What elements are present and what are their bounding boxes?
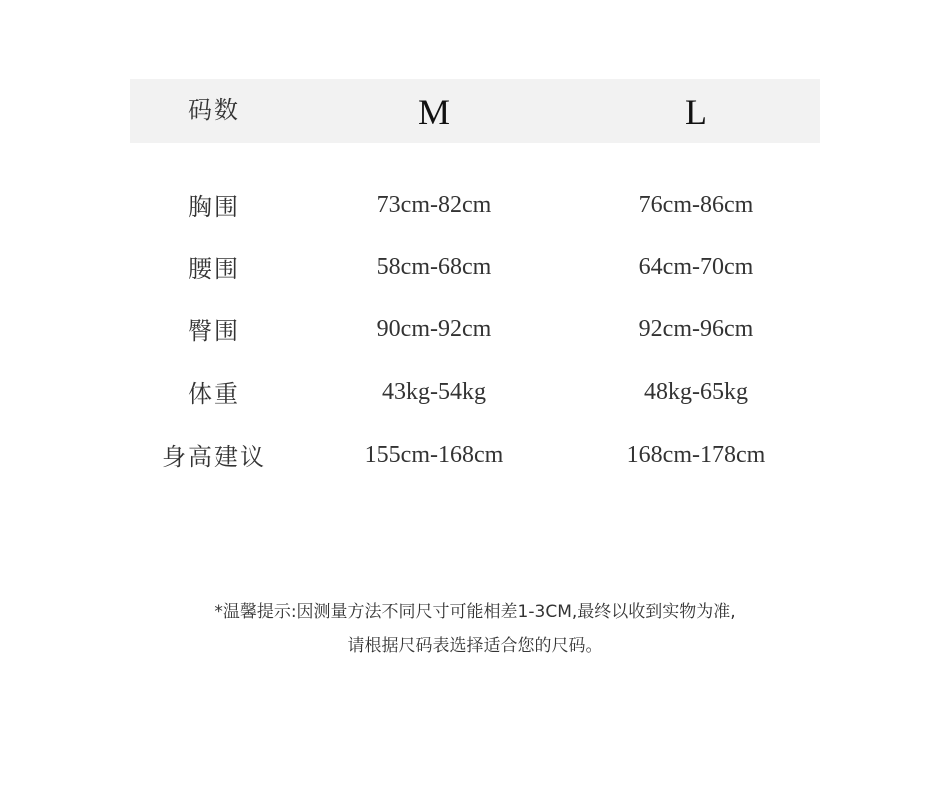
waist-l-value: 64cm-70cm [638,254,754,280]
row-label-hip: 臀围 [188,317,240,345]
size-column-header: 码数 [188,96,240,124]
row-label-height: 身高建议 [162,443,266,471]
row-label-waist: 腰围 [188,255,240,283]
size-m-header: M [417,92,451,132]
bust-l-value: 76cm-86cm [638,192,754,218]
weight-m-value: 43kg-54kg [382,379,486,405]
note-line-2: 请根据尺码表选择适合您的尺码。 [347,636,603,656]
waist-m-value: 58cm-68cm [376,254,492,280]
bust-m-value: 73cm-82cm [376,192,492,218]
size-l-header: L [685,92,707,132]
row-label-weight: 体重 [188,380,240,408]
hip-l-value: 92cm-96cm [638,316,754,342]
row-label-bust: 胸围 [188,193,240,221]
height-l-value: 168cm-178cm [626,442,766,468]
weight-l-value: 48kg-65kg [644,379,748,405]
height-m-value: 155cm-168cm [364,442,504,468]
hip-m-value: 90cm-92cm [376,316,492,342]
note-line-1: *温馨提示:因测量方法不同尺寸可能相差1-3CM,最终以收到实物为准, [214,602,736,622]
